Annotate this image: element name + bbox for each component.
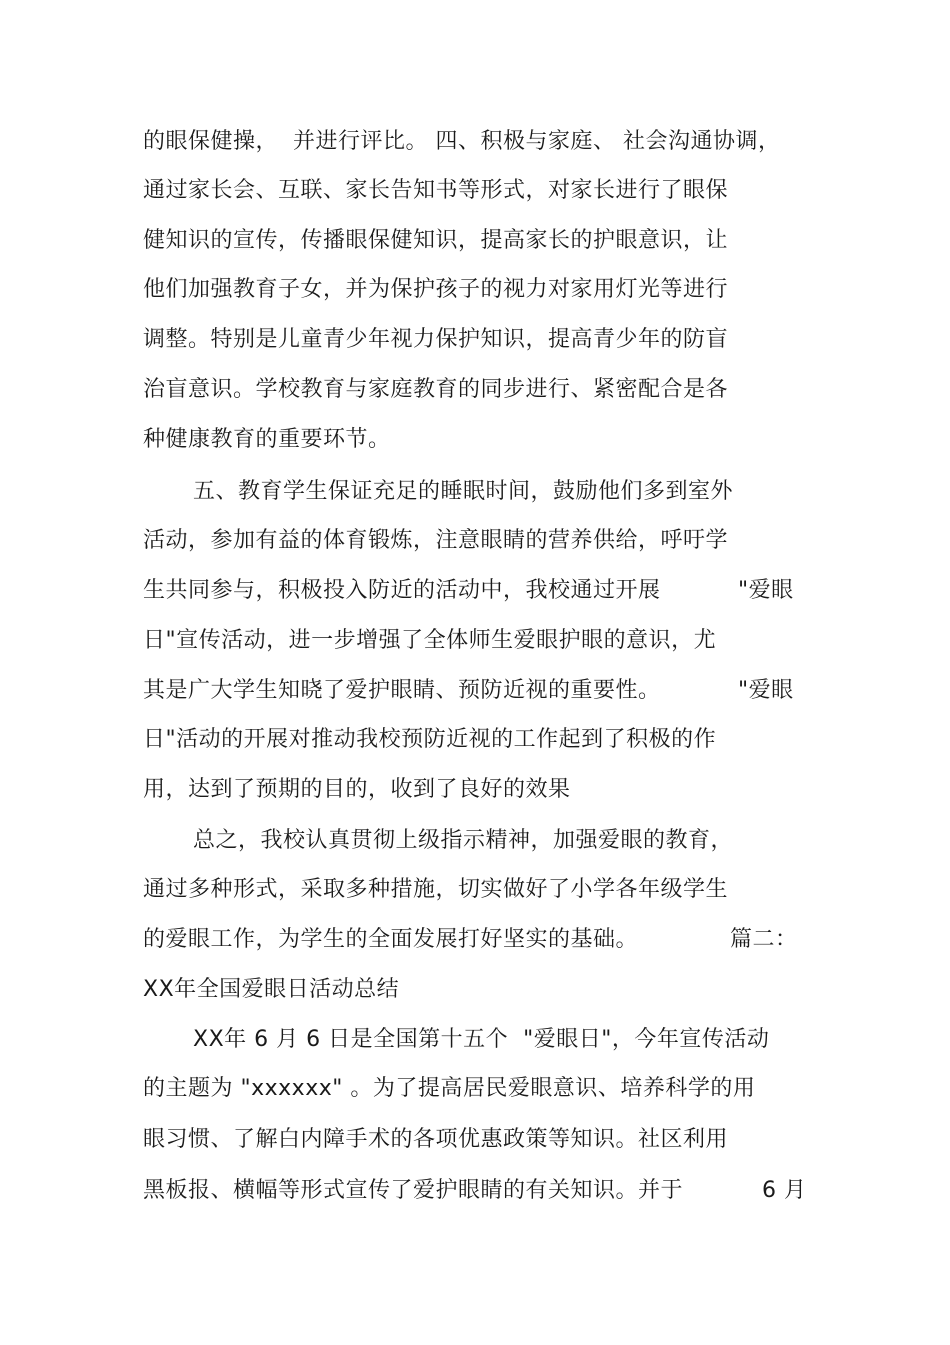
text-line: 日"宣传活动，进一步增强了全体师生爱眼护眼的意识，尤 — [143, 628, 717, 653]
text-line: 其是广大学生知晓了爱护眼睛、预防近视的重要性。 — [143, 678, 661, 703]
text-line: 眼习惯、了解白内障手术的各项优惠政策等知识。社区利用 — [143, 1127, 729, 1152]
section-title: XX年全国爱眼日活动总结 — [143, 977, 400, 1002]
text-line: 通过多种形式，采取多种措施，切实做好了小学各年级学生 — [143, 877, 729, 902]
text-line: 调整。特别是儿童青少年视力保护知识，提高青少年的防盲 — [143, 327, 729, 352]
text-line: 生共同参与，积极投入防近的活动中，我校通过开展 — [143, 578, 661, 603]
text-line: 活动，参加有益的体育锻炼，注意眼睛的营养供给，呼吁学 — [143, 528, 729, 553]
text-line: 的爱眼工作，为学生的全面发展打好坚实的基础。 — [143, 927, 639, 952]
paragraph-start-line: 总之，我校认真贯彻上级指示精神，加强爱眼的教育， — [193, 828, 734, 853]
text-fragment-right: "爱眼 — [738, 678, 794, 703]
paragraph-start-line: 五、教育学生保证充足的睡眠时间，鼓励他们多到室外 — [193, 479, 734, 504]
text-line: 用，达到了预期的目的，收到了良好的效果 — [143, 777, 571, 802]
paragraph-start-line: XX年 6 月 6 日是全国第十五个 "爱眼日"，今年宣传活动 — [193, 1027, 770, 1052]
text-line: 治盲意识。学校教育与家庭教育的同步进行、紧密配合是各 — [143, 377, 729, 402]
text-line: 日"活动的开展对推动我校预防近视的工作起到了积极的作 — [143, 727, 717, 752]
text-fragment-right: "爱眼 — [738, 578, 794, 603]
text-line: 黑板报、横幅等形式宣传了爱护眼睛的有关知识。并于 — [143, 1178, 684, 1203]
section-label: 篇二： — [730, 927, 798, 952]
text-line: 种健康教育的重要环节。 — [143, 427, 391, 452]
text-line: 通过家长会、互联、家长告知书等形式，对家长进行了眼保 — [143, 178, 729, 203]
text-fragment-right: 6 月 — [762, 1178, 807, 1203]
text-line: 他们加强教育子女，并为保护孩子的视力对家用灯光等进行 — [143, 277, 729, 302]
text-line: 的眼保健操， 并进行评比。 四、积极与家庭、 社会沟通协调， — [143, 129, 781, 154]
text-line: 的主题为 "xxxxxx" 。为了提高居民爱眼意识、培养科学的用 — [143, 1076, 756, 1101]
text-line: 健知识的宣传，传播眼保健知识，提高家长的护眼意识，让 — [143, 228, 729, 253]
